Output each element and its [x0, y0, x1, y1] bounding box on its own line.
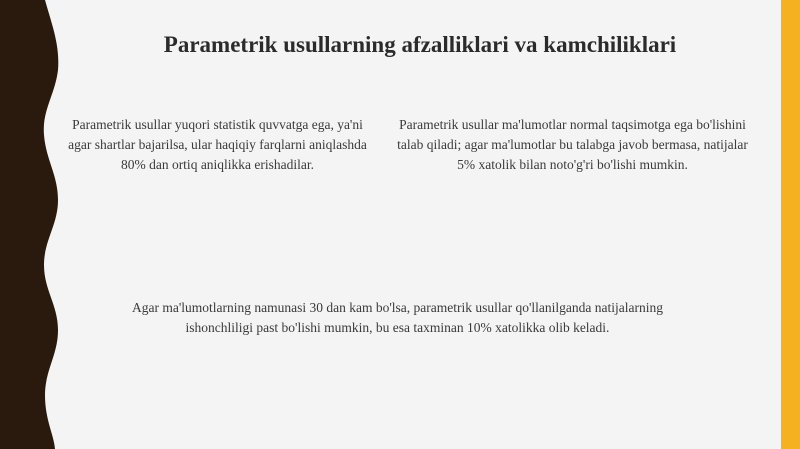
slide-title: Parametrik usullarning afzalliklari va kamchiliklari	[163, 32, 677, 57]
wavy-band-shape	[0, 0, 58, 449]
advantage-text: Parametrik usullar yuqori statistik quvvatga ega, ya'ni agar shartlar bajarilsa, ular haqiqiy farqlarni aniqlashda 80% dan ortiq aniqlikka erishadilar.	[68, 117, 367, 172]
wavy-dark-band	[0, 0, 70, 449]
disadvantage-text: Parametrik usullar ma'lumotlar normal taqsimotga ega bo'lishini talab qiladi; agar ma'lumotlar bu talabga javob bermasa, natijalar 5% xatolik bilan noto'g'ri bo'lishi mumkin.	[397, 117, 748, 172]
sample-size-text: Agar ma'lumotlarning namunasi 30 dan kam bo'lsa, parametrik usullar qo'llanilganda natijalarning ishonchliligi past bo'lishi mumkin, bu esa taxminan 10% xatolikka olib keladi.	[131, 300, 664, 335]
accent-stripe	[781, 0, 800, 449]
